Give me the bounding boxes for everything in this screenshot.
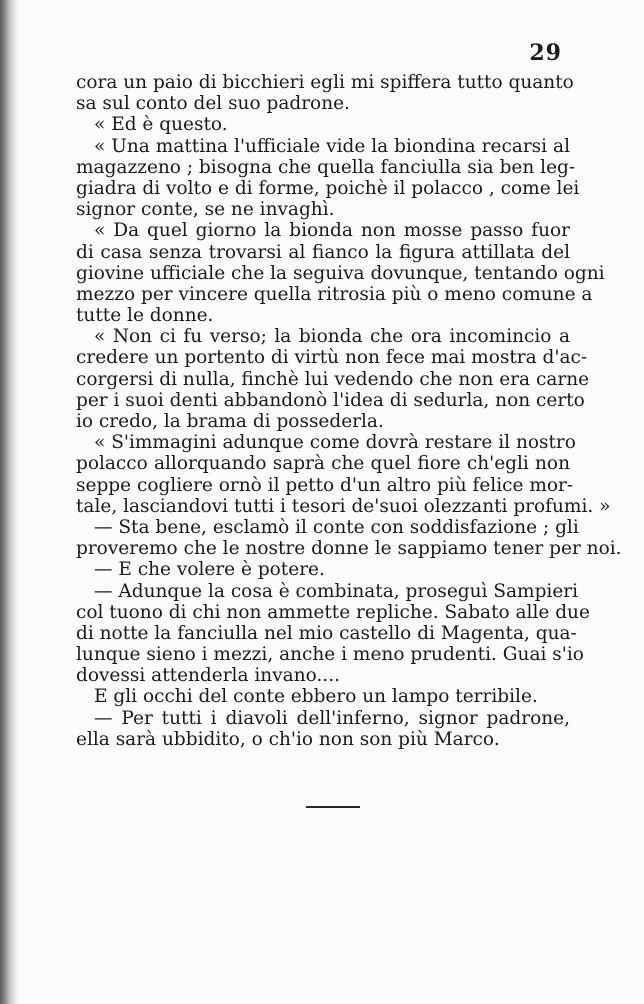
page-gutter-shadow [0, 0, 20, 1004]
text-line: mezzo per vincere quella ritrosia più o meno comune a [76, 283, 593, 305]
text-line: di notte la fanciulla nel mio castello di Magenta, qua- [76, 622, 577, 644]
text-line: seppe cogliere ornò il petto d'un altro più felice mor- [76, 474, 574, 496]
text-line: tale, lasciandovi tutti i tesori de'suoi olezzanti profumi. » [76, 495, 611, 517]
text-line: magazzeno ; bisogna che quella fanciulla sia ben leg- [76, 156, 576, 178]
text-line: di casa senza trovarsi al fianco la figura attillata del [76, 241, 570, 263]
text-line: polacco allorquando saprà che quel fiore ch'egli non [76, 453, 570, 475]
text-line: per i suoi denti abbandonò l'idea di sedurla, non certo [76, 389, 585, 411]
text-line: io credo, la brama di possederla. [76, 411, 384, 432]
body-text [76, 72, 622, 750]
text-line: — E che volere è potere. [94, 559, 325, 581]
text-line: tutte le donne. [76, 305, 214, 327]
text-line: — Adunque la cosa è combinata, proseguì Sampieri [94, 580, 579, 602]
text-line: « Da quel giorno la bionda non mosse passo fuor [94, 220, 570, 242]
closing-rule [306, 806, 360, 808]
text-line: — Sta bene, esclamò il conte con soddisfazione ; gli [94, 516, 579, 538]
text-line: col tuono di chi non ammette repliche. Sabato alle due [76, 601, 590, 623]
text-line: credere un portento di virtù non fece mai mostra d'ac- [76, 347, 588, 369]
text-line: « Ed è questo. [94, 114, 228, 136]
text-line: — Per tutti i diavoli dell'inferno, signor padrone, [94, 707, 570, 729]
text-line: giovine ufficiale che la seguiva dovunque, tentando ogni [76, 262, 605, 284]
text-line: signor conte, se ne invaghì. [76, 199, 335, 221]
text-line: « Non ci fu verso; la bionda che ora incomincio a [94, 326, 570, 348]
text-line: corgersi di nulla, finchè lui vedendo che non era carne [76, 368, 590, 390]
text-line: E gli occhi del conte ebbero un lampo terribile. [94, 686, 538, 708]
text-line: « S'immagini adunque come dovrà restare il nostro [94, 432, 576, 454]
text-line: giadra di volto e di forme, poichè il polacco , come lei [76, 177, 580, 199]
text-line: proveremo che le nostre donne le sappiamo tener per noi. [76, 538, 622, 560]
text-line: dovessi attenderla invano.... [76, 665, 340, 687]
text-line: « Una mattina l'ufficiale vide la biondina recarsi al [94, 135, 570, 157]
text-line: ella sarà ubbidito, o ch'io non son più Marco. [76, 728, 500, 750]
text-line: sa sul conto del suo padrone. [76, 93, 350, 115]
page-number: 29 [529, 40, 562, 66]
text-line: cora un paio di bicchieri egli mi spiffera tutto quanto [76, 72, 574, 93]
text-line: lunque sieno i mezzi, anche i meno prudenti. Guai s'io [76, 644, 584, 666]
